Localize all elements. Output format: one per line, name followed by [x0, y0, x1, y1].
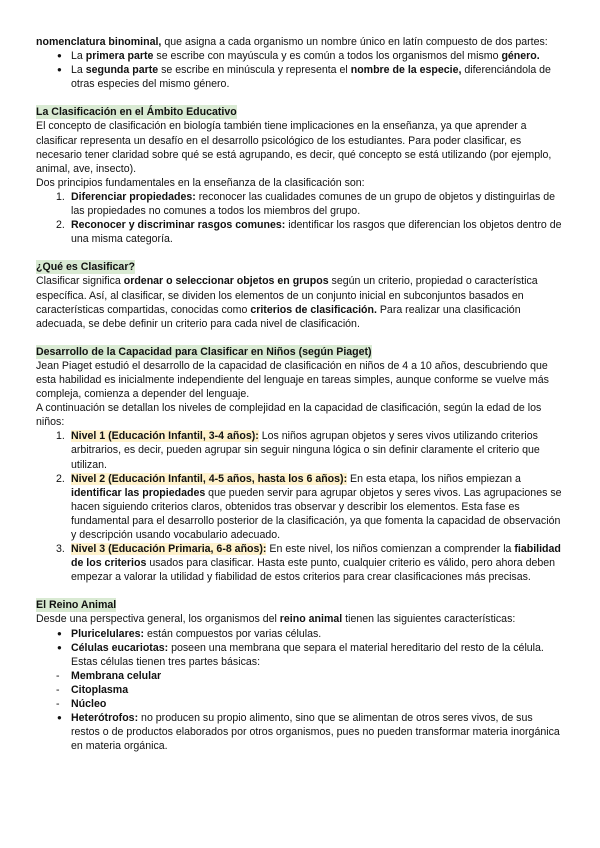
cell-parts-list: [36, 669, 564, 711]
para-text: Desde una perspectiva general, los organismos del: [36, 613, 280, 626]
list-item: [36, 63, 564, 91]
item-number: 2.: [56, 219, 65, 232]
item-bold: Membrana celular: [71, 669, 162, 682]
item-number: 3.: [56, 543, 65, 556]
levels-list: [36, 429, 564, 584]
item-bold: Pluricelulares:: [71, 627, 145, 640]
list-item: [36, 683, 564, 697]
binominal-list: [36, 49, 564, 91]
item-bold: fiabilidad de los criterios: [71, 543, 561, 570]
item-text: se escribe con mayúscula y es común a todos los organismos del mismo: [153, 50, 502, 63]
item-text: que pueden servir para agrupar objetos y seres vivos. Las agrupaciones se hacen siguiendo criterios claros, obtenidos tras observar y describir los elementos. Esta fase es fundamental para el desarrollo posterior de la clasificación, ya que fomenta la capacidad de observación y descripción usando vocabulario adecuado.: [71, 486, 562, 541]
item-text: están compuestos por varias células.: [144, 627, 322, 640]
item-bold: primera parte: [85, 50, 154, 63]
list-item: [36, 190, 564, 218]
item-bold: género.: [501, 50, 540, 63]
item-bold: Diferenciar propiedades:: [71, 190, 196, 203]
educativo-paragraph-1: El concepto de clasificación en biología también tiene implicaciones en la enseñanza, ya que aprender a clasificar representa un desafío en el desarrollo psicológico de los estudiantes. Para poder clasificar, es necesario tener claridad sobre qué se está agrupando, es decir, qué concepto se está utilizando (por ejemplo, animal, ave, insecto).: [36, 120, 552, 175]
para-text: tienen las siguientes características:: [342, 613, 516, 626]
item-text: poseen una membrana que separa el material hereditario del resto de la célula. Estas células tienen tres partes básicas:: [71, 641, 544, 668]
heading-educativo: La Clasificación en el Ámbito Educativo: [36, 106, 237, 119]
item-text: se escribe en minúscula y representa el: [158, 64, 351, 77]
list-item: [36, 627, 564, 641]
item-text: Los niños agrupan objetos y seres vivos utilizando criterios arbitrarios, es decir, pueden agrupar sin seguir ninguna lógica o sin definir claramente el criterio que utilizan.: [71, 430, 540, 471]
item-bold: Citoplasma: [71, 683, 129, 696]
list-item: [36, 218, 564, 246]
list-item: [36, 711, 564, 753]
item-text: usados para clasificar. Hasta este punto, cualquier criterio es válido, pero ahora deben empezar a valorar la utilidad y fiabilidad de estos criterios para crear clasificaciones más precisas.: [71, 557, 556, 584]
item-text: La: [71, 50, 86, 63]
reino-characteristics-list: [36, 627, 564, 669]
item-text: La: [71, 64, 86, 77]
educativo-paragraph-2: Dos principios fundamentales en la enseñanza de la clasificación son:: [36, 176, 365, 189]
piaget-paragraph-1: Jean Piaget estudió el desarrollo de la capacidad de clasificación en niños de 4 a 10 años, descubriendo que esta habilidad es inicialmente independiente del lenguaje en tareas simples, aunque conforme se vuelve más compleja, comienza a depender del lenguaje.: [36, 359, 549, 401]
item-number: 1.: [56, 430, 65, 443]
intro-bold: nomenclatura binominal,: [36, 36, 162, 48]
list-item: [36, 472, 564, 542]
level-highlight: Nivel 3 (Educación Primaria, 6-8 años):: [71, 543, 267, 556]
heading-reino-animal: El Reino Animal: [36, 599, 117, 612]
list-item: [36, 49, 564, 63]
item-bold: identificar las propiedades: [71, 486, 206, 499]
para-text: según un criterio, propiedad o característica específica. Así, al clasificar, se dividen los elementos de un conjunto inicial en subconjuntos basados en características compartidas, conocidas como: [36, 275, 538, 316]
list-item: [36, 542, 564, 584]
list-item: [36, 669, 564, 683]
para-bold: ordenar o seleccionar objetos en grupos: [123, 275, 329, 288]
item-bold: Reconocer y discriminar rasgos comunes:: [71, 219, 286, 232]
document-page: [36, 35, 564, 753]
list-item: [36, 697, 564, 711]
para-text: Para realizar una clasificación adecuada, se debe definir un criterio para cada nivel de clasificación.: [36, 303, 521, 330]
list-item: [36, 641, 564, 669]
para-text: Clasificar significa: [36, 275, 124, 288]
item-bold: Núcleo: [71, 698, 107, 711]
para-bold: criterios de clasificación.: [250, 303, 377, 316]
item-bold: nombre de la especie,: [350, 64, 462, 77]
intro-paragraph: [36, 35, 564, 49]
que-paragraph: [36, 274, 564, 330]
item-bold: Heterótrofos:: [71, 712, 139, 725]
item-text: reconocer las cualidades comunes de un grupo de objetos y distinguirlas de las propiedades no comunes a todos los miembros del grupo.: [71, 190, 556, 218]
item-text: En este nivel, los niños comienzan a comprender la: [266, 543, 515, 556]
item-number: 2.: [56, 472, 65, 485]
list-item: [36, 429, 564, 471]
item-text: identificar los rasgos que diferencian los objetos dentro de una misma categoría.: [71, 219, 562, 246]
heading-que-es-clasificar: ¿Qué es Clasificar?: [36, 261, 135, 274]
item-text: no producen su propio alimento, sino que se alimentan de otros seres vivos, de sus restos o de productos elaborados por otros organismos, pues no pueden transformar materia inorgánica en materia orgánica.: [71, 712, 560, 753]
item-text: En esta etapa, los niños empiezan a: [347, 472, 521, 485]
principles-list: [36, 190, 564, 246]
item-bold: segunda parte: [85, 64, 159, 77]
piaget-paragraph-2: A continuación se detallan los niveles de complejidad en la capacidad de clasificación, según la edad de los niños:: [36, 402, 542, 429]
item-number: 1.: [56, 190, 65, 203]
item-bold: Células eucariotas:: [71, 641, 169, 654]
level-highlight: Nivel 2 (Educación Infantil, 4-5 años, hasta los 6 años):: [71, 472, 348, 485]
level-highlight: Nivel 1 (Educación Infantil, 3-4 años):: [71, 430, 259, 443]
item-text: diferenciándola de otras especies del mismo género.: [71, 64, 551, 91]
intro-text: que asigna a cada organismo un nombre único en latín compuesto de dos partes:: [161, 36, 548, 48]
para-bold: reino animal: [279, 613, 343, 626]
heading-piaget: Desarrollo de la Capacidad para Clasificar en Niños (según Piaget): [36, 345, 372, 358]
reino-paragraph: [36, 612, 564, 626]
reino-characteristics-list-2: [36, 711, 564, 753]
